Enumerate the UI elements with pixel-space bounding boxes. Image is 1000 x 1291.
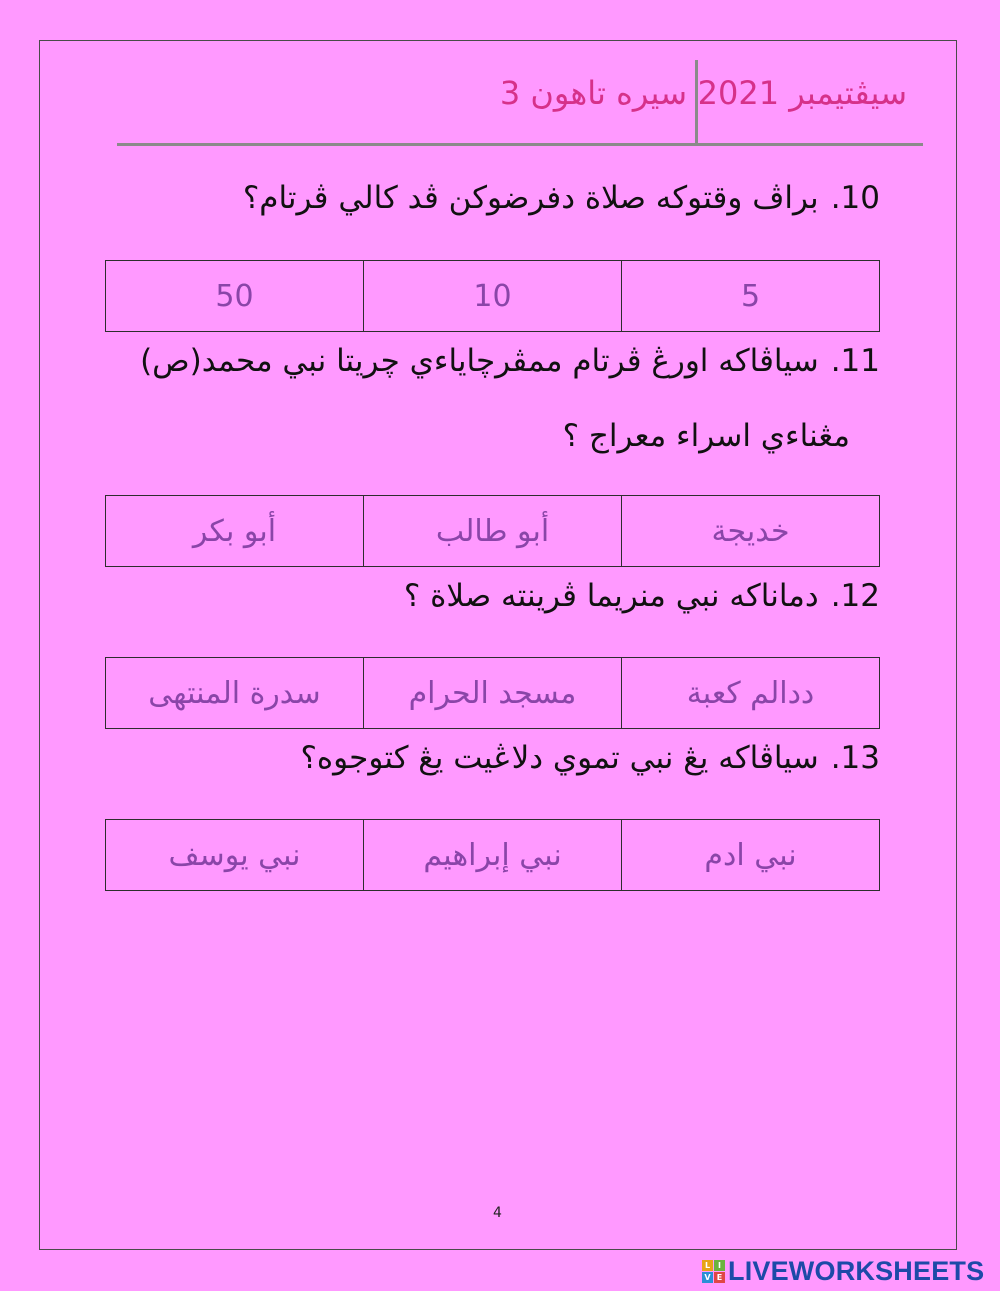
option-cell[interactable]: ددالم كعبة	[622, 658, 880, 729]
options-table-13	[105, 819, 880, 891]
question-number: 13.	[830, 740, 880, 776]
option-cell[interactable]: مسجد الحرام	[364, 658, 622, 729]
question-text: سياڤاكه يڠ نبي تموي دلاڠيت يڠ كتوجوه؟	[300, 740, 819, 776]
header-date: سيڤتيمبر 2021	[697, 74, 907, 112]
question-12	[404, 578, 880, 614]
page-header	[117, 60, 923, 146]
liveworksheets-logo[interactable]	[702, 1257, 984, 1285]
page-frame	[39, 40, 957, 1250]
logo-badge-letter: V	[702, 1272, 713, 1283]
option-cell[interactable]: 5	[622, 261, 880, 332]
option-cell[interactable]: أبو طالب	[364, 496, 622, 567]
header-title: سيره تاهون 3	[499, 74, 687, 112]
question-text: دماناكه نبي منريما ڤرينته صلاة ؟	[403, 578, 819, 614]
option-cell[interactable]: نبي يوسف	[106, 820, 364, 891]
question-10	[243, 180, 880, 216]
question-11-continued: مڠناءي اسراء معراج ؟	[562, 418, 850, 454]
question-text: براڤ وقتوكه صلاة دفرضوكن ڤد كالي ڤرتام؟	[242, 180, 819, 216]
option-cell[interactable]: 10	[364, 261, 622, 332]
logo-badge-letter: L	[702, 1260, 713, 1271]
option-cell[interactable]: نبي ادم	[622, 820, 880, 891]
logo-text: LIVEWORKSHEETS	[728, 1255, 985, 1286]
option-cell[interactable]: نبي إبراهيم	[364, 820, 622, 891]
options-table-12	[105, 657, 880, 729]
logo-badge-letter: E	[714, 1272, 725, 1283]
logo-badge-letter: I	[714, 1260, 725, 1271]
option-cell[interactable]: سدرة المنتهى	[106, 658, 364, 729]
question-number: 10.	[830, 180, 880, 216]
page-number: 4	[493, 1205, 502, 1221]
question-text: سياڤاكه اورڠ ڤرتام ممڤرچاياءي چريتا نبي محمد(ص)	[140, 343, 819, 379]
option-cell[interactable]: أبو بكر	[106, 496, 364, 567]
option-cell[interactable]: خديجة	[622, 496, 880, 567]
question-number: 12.	[830, 578, 880, 614]
question-number: 11.	[830, 343, 880, 379]
options-table-10	[105, 260, 880, 332]
option-cell[interactable]: 50	[106, 261, 364, 332]
options-table-11	[105, 495, 880, 567]
question-11	[140, 343, 880, 379]
logo-badge-icon	[702, 1260, 725, 1283]
question-13	[300, 740, 880, 776]
